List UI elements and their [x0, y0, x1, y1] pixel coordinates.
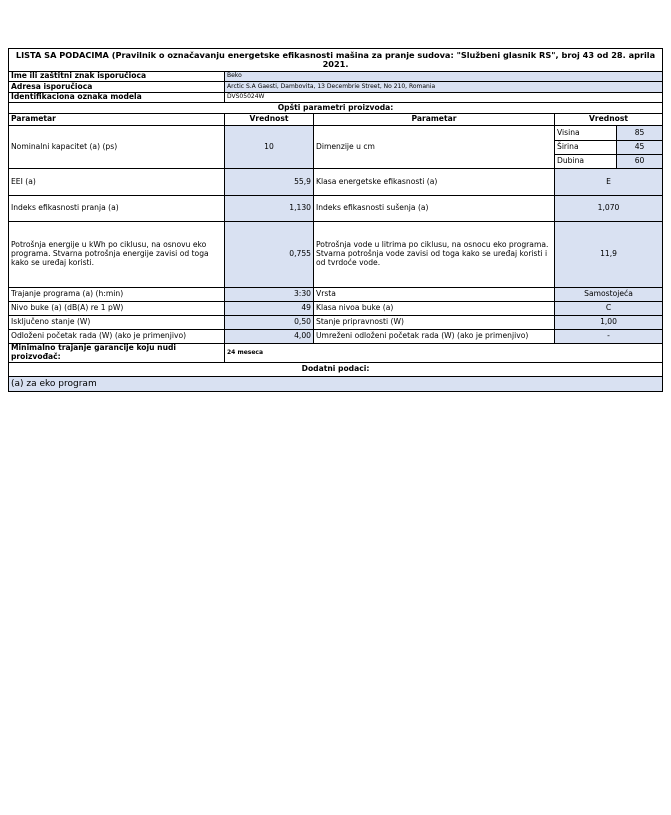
capacity-label: Nominalni kapacitet (a) (ps): [9, 126, 225, 169]
eei-value: 55,9: [225, 169, 314, 196]
supplier-address-value: Arctic S.A Gaesti, Dambovita, 13 Decembrie Street, No 210, Romania: [225, 82, 663, 93]
standby-value: 1,00: [555, 316, 663, 330]
net-delay-start-label: Umreženi odloženi početak rada (W) (ako je primenjivo): [314, 330, 555, 344]
model-id-label: Identifikaciona oznaka modela: [9, 93, 225, 103]
dimensions-label: Dimenzije u cm: [314, 126, 555, 169]
supplier-name-label: Ime ili zaštitni znak isporučioca: [9, 72, 225, 82]
width-label: Širina: [555, 141, 617, 155]
warranty-value: 24 meseca: [225, 344, 663, 363]
noise-class-value: C: [555, 302, 663, 316]
additional-data-heading: Dodatni podaci:: [9, 363, 663, 377]
off-mode-value: 0,50: [225, 316, 314, 330]
energy-consumption-value: 0,755: [225, 222, 314, 288]
model-id-value: DVS05024W: [225, 93, 663, 103]
off-mode-label: Isključeno stanje (W): [9, 316, 225, 330]
col-header-param: Parametar: [9, 114, 225, 126]
height-value: 85: [617, 126, 663, 141]
energy-class-value: E: [555, 169, 663, 196]
depth-value: 60: [617, 155, 663, 169]
duration-value: 3:30: [225, 288, 314, 302]
standby-label: Stanje pripravnosti (W): [314, 316, 555, 330]
footnote: (a) za eko program: [9, 377, 663, 392]
supplier-address-label: Adresa isporučioca: [9, 82, 225, 93]
energy-class-label: Klasa energetske efikasnosti (a): [314, 169, 555, 196]
capacity-value: 10: [225, 126, 314, 169]
delay-start-label: Odloženi početak rada (W) (ako je primenjivo): [9, 330, 225, 344]
col-header-value: Vrednost: [225, 114, 314, 126]
dry-index-value: 1,070: [555, 196, 663, 222]
general-params-heading: Opšti parametri proizvoda:: [9, 103, 663, 114]
wash-index-label: Indeks efikasnosti pranja (a): [9, 196, 225, 222]
water-consumption-value: 11,9: [555, 222, 663, 288]
col-header-value-2: Vrednost: [555, 114, 663, 126]
net-delay-start-value: -: [555, 330, 663, 344]
noise-label: Nivo buke (a) (dB(A) re 1 pW): [9, 302, 225, 316]
dry-index-label: Indeks efikasnosti sušenja (a): [314, 196, 555, 222]
wash-index-value: 1,130: [225, 196, 314, 222]
col-header-param-2: Parametar: [314, 114, 555, 126]
water-consumption-label: Potrošnja vode u litrima po ciklusu, na osnocu eko programa. Stvarna potrošnja vode zavisi od toga kako se uređaj koristi i od tvrdoće vode.: [314, 222, 555, 288]
depth-label: Dubina: [555, 155, 617, 169]
width-value: 45: [617, 141, 663, 155]
noise-value: 49: [225, 302, 314, 316]
energy-consumption-label: Potrošnja energije u kWh po ciklusu, na osnovu eko programa. Stvarna potrošnja energije zavisi od toga kako se uređaj koristi.: [9, 222, 225, 288]
height-label: Visina: [555, 126, 617, 141]
supplier-name-value: Beko: [225, 72, 663, 82]
type-value: Samostojeća: [555, 288, 663, 302]
type-label: Vrsta: [314, 288, 555, 302]
delay-start-value: 4,00: [225, 330, 314, 344]
duration-label: Trajanje programa (a) (h:min): [9, 288, 225, 302]
warranty-label: Minimalno trajanje garancije koju nudi proizvođač:: [9, 344, 225, 363]
noise-class-label: Klasa nivoa buke (a): [314, 302, 555, 316]
data-sheet-table: [8, 48, 663, 392]
eei-label: EEI (a): [9, 169, 225, 196]
sheet-title: LISTA SA PODACIMA (Pravilnik o označavanju energetske efikasnosti mašina za pranje sudova: "Službeni glasnik RS", broj 43 od 28. aprila 2021.: [9, 49, 663, 72]
